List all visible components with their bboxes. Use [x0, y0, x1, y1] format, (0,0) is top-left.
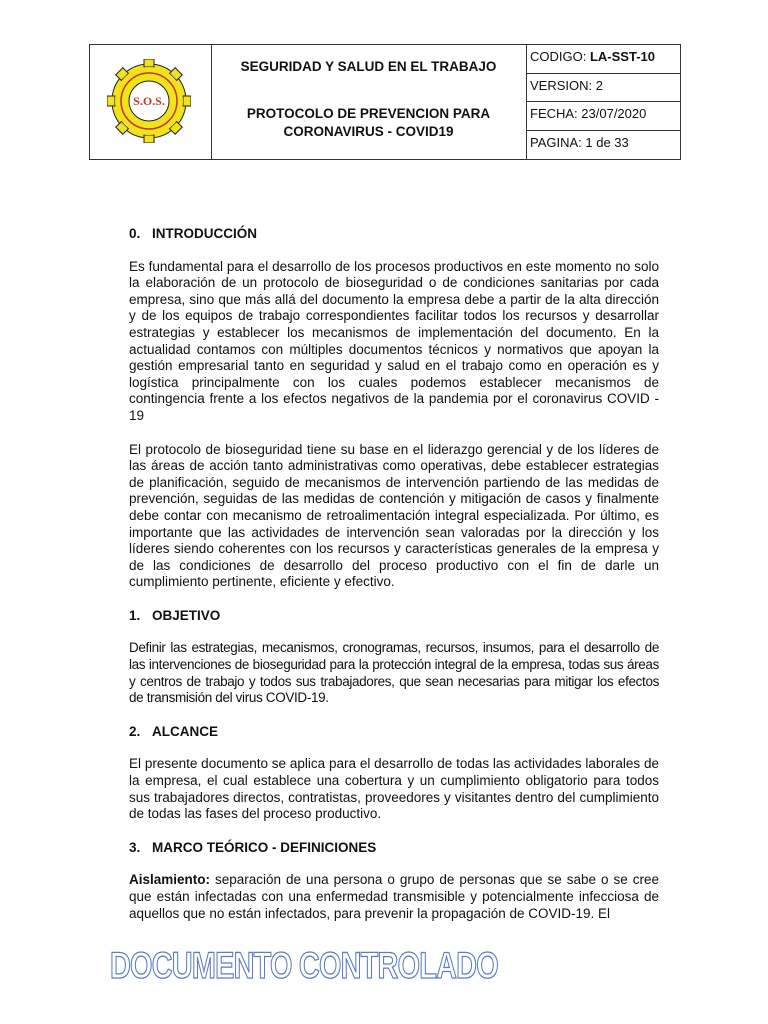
document-subtitle	[211, 105, 526, 141]
codigo-value: LA-SST-10	[589, 49, 655, 64]
alcance-paragraph: El presente documento se aplica para el desarrollo de todas las actividades laborales de la empresa, el cual establece una cobertura y un cumplimiento obligatorio para todos sus trabajadores directos, contratistas, proveedores y visitantes dentro del cumplimiento de todas las fases del proceso productivo.	[129, 756, 659, 822]
fecha-row: FECHA: 23/07/2020	[526, 102, 680, 131]
section-heading-objetivo: 1. OBJETIVO	[129, 607, 221, 623]
version-row: VERSION: 2	[526, 74, 680, 103]
intro-paragraph-1: Es fundamental para el desarrollo de los procesos productivos en este momento no solo la elaboración de un protocolo de bioseguridad o de condiciones sanitarias por cada empresa, sino que más allá del documento la empresa debe a partir de la alta dirección y de los equipos de trabajo correspondientes facilitar todos los recursos y desarrollar estrategias y establecer los mecanismos de implementación del documento. En la actualidad contamos con múltiples documentos técnicos y normativos que apoyan la gestión empresarial tanto en seguridad y salud en el trabajo como en operación es y logística principalmente con los cuales podemos establecer mecanismos de contingencia frente a los efectos negativos de la pandemia por el coronavirus COVID - 19	[129, 258, 659, 423]
company-logo	[107, 59, 191, 143]
codigo-row	[526, 45, 680, 74]
meta-cell	[526, 45, 680, 159]
section-heading-intro: 0. INTRODUCCIÓN	[129, 226, 257, 241]
document-title: SEGURIDAD Y SALUD EN EL TRABAJO	[240, 59, 497, 74]
codigo-label: CODIGO:	[530, 49, 587, 64]
section-heading-alcance: 2. ALCANCE	[129, 723, 218, 739]
controlled-document-stamp: DOCUMENTO CONTROLADO	[110, 945, 498, 986]
objetivo-paragraph: Definir las estrategias, mecanismos, cronogramas, recursos, insumos, para el desarrollo de las intervenciones de bioseguridad para la protección integral de la empresa, todas sus áreas y centros de trabajo y todos sus trabajadores, que sean necesarias para mitigar los efectos de transmisión del virus COVID-19.	[129, 640, 659, 706]
document-body	[129, 226, 659, 922]
subtitle-line-2: CORONAVIRUS - COVID19	[283, 124, 454, 139]
pagina-row: PAGINA: 1 de 33	[530, 134, 629, 150]
intro-paragraph-2: El protocolo de bioseguridad tiene su base en el liderazgo gerencial y de los líderes de las áreas de acción tanto administrativas como operativas, debe establecer estrategias de planificación, seguido de mecanismos de intervención partiendo de las medidas de prevención, seguidas de las medidas de contención y mitigación de casos y finalmente debe contar con mecanismo de retroalimentación integral especializada. Por último, es importante que las actividades de intervención sean valoradas por la dirección y los líderes siendo coherentes con los recursos y características generales de la empresa y de las condiciones de desarrollo del proceso productivo con el fin de darle un cumplimiento pertinente, eficiente y efectivo.	[129, 441, 659, 590]
subtitle-line-1: PROTOCOLO DE PREVENCION PARA	[246, 106, 491, 121]
document-header	[89, 44, 681, 160]
title-cell	[211, 45, 527, 159]
logo-cell	[90, 45, 212, 159]
section-heading-marco: 3. MARCO TEÓRICO - DEFINICIONES	[129, 839, 377, 855]
logo-text: S.O.S.	[133, 94, 165, 108]
aislamiento-term: Aislamiento:	[129, 872, 211, 888]
aislamiento-definition: Aislamiento: separación de una persona o grupo de personas que se sabe o se cree que están infectadas con una enfermedad transmisible y potencialmente infecciosa de aquellos que no están infectados, para prevenir la propagación de COVID-19. El	[129, 872, 659, 921]
